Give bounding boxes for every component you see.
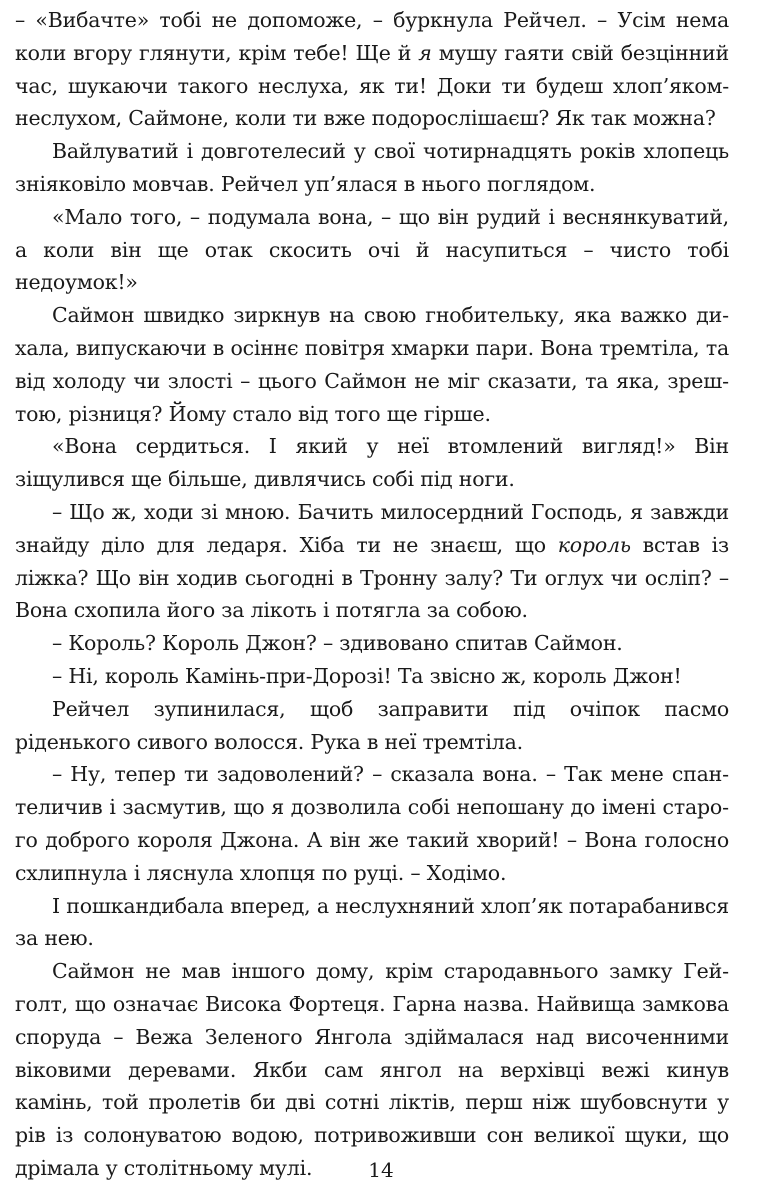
text-run: І пошкандибала вперед, а неслухняний хлоп’як потарабанився за нею. [15,893,729,951]
text-run: – Ні, король Камінь-при-Дорозі! Та звісно ж, король Джон! [52,663,682,688]
paragraph [15,4,729,135]
paragraph [15,627,729,660]
italic-text: король [557,532,631,557]
italic-text: я [418,40,432,65]
paragraph [15,890,729,956]
text-run: встав із ліжка? Що він ходив сьогодні в Тронну залу? Ти оглух чи осліп? – Вона схопила його за лікоть і потягла за собою. [15,532,729,623]
book-page [15,4,729,1185]
paragraph [15,430,729,496]
page-number: 14 [368,1158,394,1182]
text-run: «Мало того, – подумала вона, – що він рудий і веснянкуватий, а коли він ще отак скосить очі й насупиться – чисто тобі недоумок!» [15,204,729,295]
text-run: – Король? Король Джон? – здивовано спитав Саймон. [52,631,623,656]
text-run: – Ну, тепер ти задоволений? – сказала вона. – Так мене спантеличив і засмутив, що я дозволила собі непошану до імені старого доброго короля Джона. А він же такий хворий! – Вона голосно схлипнула і ляснула хлопця по руці. – Ходімо. [15,762,729,885]
page-body-text [15,4,729,1185]
paragraph [15,135,729,201]
text-run: – Що ж, ходи зі мною. Бачить милосердний Господь, я завжди знайду діло для ледаря. Хіба ти не знаєш, що [15,499,729,557]
text-run: Вайлуватий і довготелесий у свої чотирнадцять років хлопець зніяковіло мовчав. Рейчел уп’ялася в нього поглядом. [15,139,729,196]
text-run: Саймон не мав іншого дому, крім стародавнього замку Гейголт, що означає Висока Фортеця. Гарна назва. Найвища замкова споруда – Вежа Зеленого Янгола здіймалася над височенними віковими деревами. Якби сам янгол на верхівці вежі кинув камінь, той пролетів би дві сотні ліктів, перш ніж шубовснути у рів із солонуватою водою, потривоживши сон великої щуки, що дрімала у столітньому мулі. [15,959,729,1180]
text-run: – «Вибачте» тобі не допоможе, – буркнула Рейчел. – Усім нема коли вгору глянути, крім тебе! Ще й [15,8,729,65]
paragraph [15,299,729,430]
text-run: «Вона сердиться. І який у неї втомлений вигляд!» Він зіщулився ще більше, дивлячись собі під ноги. [15,434,729,492]
text-run: Рейчел зупинилася, щоб заправити під очіпок пасмо ріденького сивого волосся. Рука в неї тремтіла. [15,696,729,754]
paragraph [15,955,729,1185]
paragraph [15,201,729,299]
paragraph [15,693,729,759]
text-run: мушу гаяти свій безцінний час, шукаючи такого неслуха, як ти! Доки ти будеш хлоп’яком-неслухом, Саймоне, коли ти вже подорослішаєш? Як так можна? [15,40,729,131]
text-run: Саймон швидко зиркнув на свою гнобительку, яка важко дихала, випускаючи в осіннє повітря хмарки пари. Вона тремтіла, та від холоду чи злості – цього Саймон не міг сказати, та яка, зрештою, різниця? Йому стало від того ще гірше. [15,303,729,426]
paragraph [15,660,729,693]
paragraph [15,496,729,627]
paragraph [15,758,729,889]
